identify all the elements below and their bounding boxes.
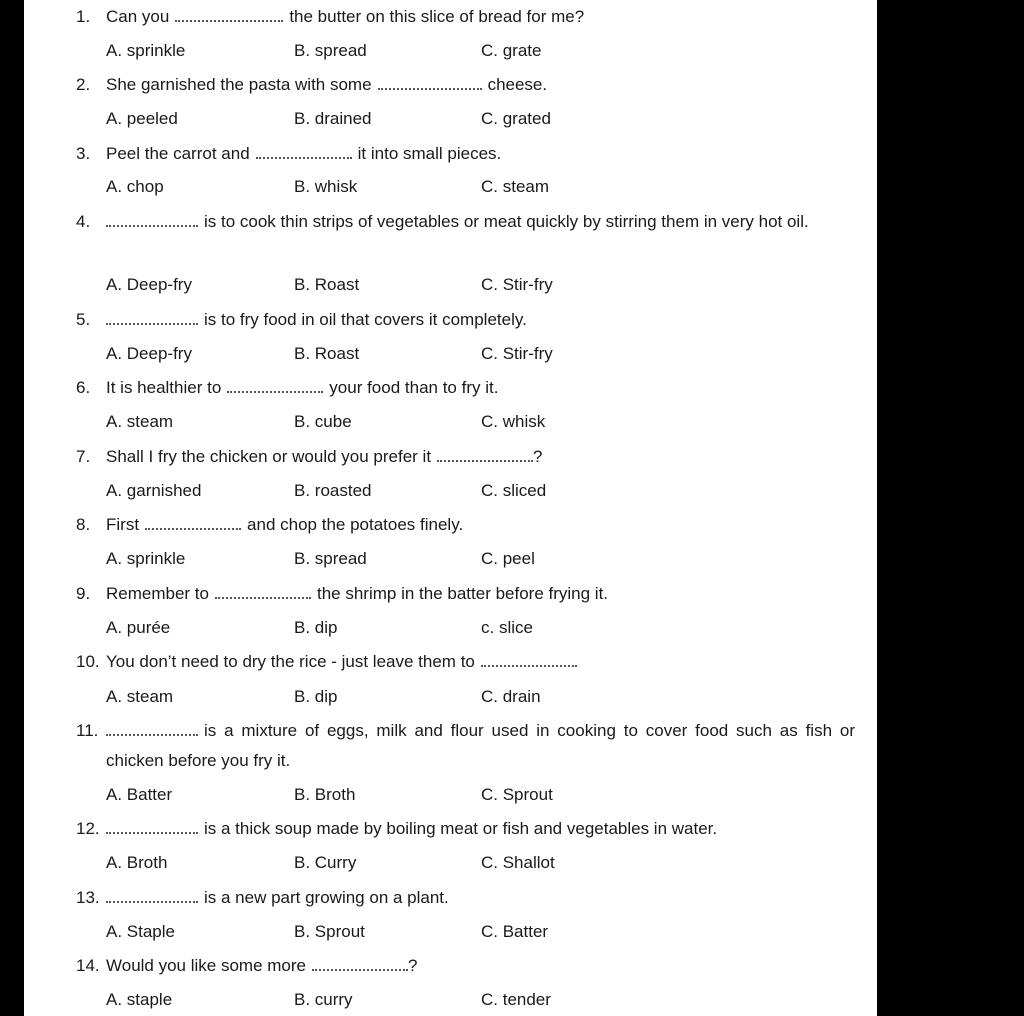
question-number: 3. (76, 144, 91, 163)
options-10 (24, 682, 877, 712)
option-a: A. purée (106, 618, 171, 637)
option-a: A. sprinkle (106, 41, 186, 60)
stem-text-before: Remember to (106, 584, 209, 603)
answer-blank (106, 819, 198, 834)
options-12 (24, 848, 877, 878)
option-c: C. whisk (481, 412, 546, 431)
stem-text-after: is a new part growing on a plant. (204, 888, 449, 907)
option-a: A. staple (106, 990, 173, 1009)
option-b: B. dip (294, 687, 338, 706)
stem-text-after: is to cook thin strips of vegetables or meat quickly by stirring them in very hot oil. (204, 212, 809, 231)
option-a: A. chop (106, 177, 164, 196)
options-7 (24, 476, 877, 506)
question-stem (106, 2, 855, 32)
question-stem (106, 814, 855, 844)
question-stem (106, 883, 855, 913)
question-stem (106, 305, 855, 335)
options-9 (24, 613, 877, 643)
option-c: C. grated (481, 109, 551, 128)
stem-text-before: You don’t need to dry the rice - just leave them to (106, 652, 475, 671)
question-stem (106, 139, 855, 169)
answer-blank (175, 7, 283, 22)
option-b: B. cube (294, 412, 352, 431)
option-a: A. Staple (106, 922, 175, 941)
stem-text-before: It is healthier to (106, 378, 222, 397)
answer-blank (106, 310, 198, 325)
stem-text-after: ? (533, 447, 543, 466)
stem-text-before: First (106, 515, 140, 534)
option-b: B. whisk (294, 177, 358, 196)
question-number: 1. (76, 7, 91, 26)
question-stem (106, 510, 855, 540)
option-a: A. peeled (106, 109, 178, 128)
stem-text-after: cheese. (487, 75, 548, 94)
options-14 (24, 985, 877, 1015)
options-3 (24, 172, 877, 202)
question-stem (106, 373, 855, 403)
answer-blank (106, 212, 198, 227)
option-c: C. drain (481, 687, 541, 706)
answer-blank (437, 447, 533, 462)
answer-blank (145, 515, 241, 530)
option-a: A. sprinkle (106, 549, 186, 568)
option-c: C. sliced (481, 481, 547, 500)
option-b: B. Curry (294, 853, 357, 872)
question-number: 13. (76, 888, 100, 907)
answer-blank (481, 652, 577, 667)
stem-text-before: Can you (106, 7, 170, 26)
option-a: A. Broth (106, 853, 168, 872)
option-c: C. Stir-fry (481, 275, 553, 294)
question-stem (106, 207, 855, 237)
option-b: B. Roast (294, 275, 360, 294)
option-c: C. steam (481, 177, 550, 196)
options-11 (24, 780, 877, 810)
question-number: 14. (76, 956, 100, 975)
option-a: A. Deep-fry (106, 344, 192, 363)
question-number: 8. (76, 515, 91, 534)
option-c: C. Shallot (481, 853, 555, 872)
options-5 (24, 339, 877, 369)
option-b: B. roasted (294, 481, 372, 500)
answer-blank (215, 584, 311, 599)
question-number: 12. (76, 819, 100, 838)
answer-blank (312, 956, 408, 971)
question-number: 4. (76, 212, 91, 231)
question-number: 5. (76, 310, 91, 329)
option-c: C. peel (481, 549, 535, 568)
options-13 (24, 917, 877, 947)
option-b: B. Sprout (294, 922, 365, 941)
options-4 (24, 270, 877, 300)
stem-text-before: Shall I fry the chicken or would you prefer it (106, 447, 432, 466)
options-1 (24, 36, 877, 66)
question-stem (106, 442, 855, 472)
option-a: A. steam (106, 412, 174, 431)
options-6 (24, 407, 877, 437)
option-c: C. tender (481, 990, 551, 1009)
stem-text-after: it into small pieces. (357, 144, 502, 163)
answer-blank (256, 144, 352, 159)
stem-text-after: the shrimp in the batter before frying it. (316, 584, 609, 603)
option-b: B. spread (294, 549, 367, 568)
worksheet-page (24, 0, 877, 1016)
option-c: C. Sprout (481, 785, 553, 804)
option-a: A. steam (106, 687, 174, 706)
answer-blank (106, 888, 198, 903)
options-8 (24, 544, 877, 574)
answer-blank (106, 721, 198, 736)
question-number: 6. (76, 378, 91, 397)
option-a: A. garnished (106, 481, 202, 500)
stem-text-after: and chop the potatoes finely. (247, 515, 464, 534)
stem-text-after: is to fry food in oil that covers it completely. (204, 310, 527, 329)
question-number: 9. (76, 584, 91, 603)
question-number: 7. (76, 447, 91, 466)
option-b: B. Broth (294, 785, 356, 804)
option-c: c. slice (481, 618, 533, 637)
question-number: 2. (76, 75, 91, 94)
stem-text-after: the butter on this slice of bread for me? (289, 7, 585, 26)
stem-text-before: Peel the carrot and (106, 144, 250, 163)
question-stem (106, 647, 855, 677)
option-b: B. Roast (294, 344, 360, 363)
question-stem (106, 716, 855, 776)
stem-text-before: She garnished the pasta with some (106, 75, 372, 94)
question-stem (106, 951, 855, 981)
question-stem (106, 579, 855, 609)
option-a: A. Batter (106, 785, 173, 804)
option-b: B. spread (294, 41, 367, 60)
options-2 (24, 104, 877, 134)
question-number: 10. (76, 652, 100, 671)
option-c: C. Batter (481, 922, 549, 941)
option-b: B. dip (294, 618, 338, 637)
question-number: 11. (76, 721, 99, 740)
question-stem (106, 70, 855, 100)
stem-text-after: is a thick soup made by boiling meat or fish and vegetables in water. (204, 819, 718, 838)
option-c: C. Stir-fry (481, 344, 553, 363)
option-b: B. curry (294, 990, 353, 1009)
answer-blank (227, 378, 323, 393)
option-c: C. grate (481, 41, 542, 60)
stem-text-before: Would you like some more (106, 956, 306, 975)
stem-text-after: ? (408, 956, 418, 975)
stem-text-after: your food than to fry it. (329, 378, 499, 397)
stem-text-after: is a mixture of eggs, milk and flour used in cooking to cover food such as fish or chicken before you fry it. (106, 721, 855, 770)
option-a: A. Deep-fry (106, 275, 192, 294)
option-b: B. drained (294, 109, 372, 128)
answer-blank (378, 75, 482, 90)
